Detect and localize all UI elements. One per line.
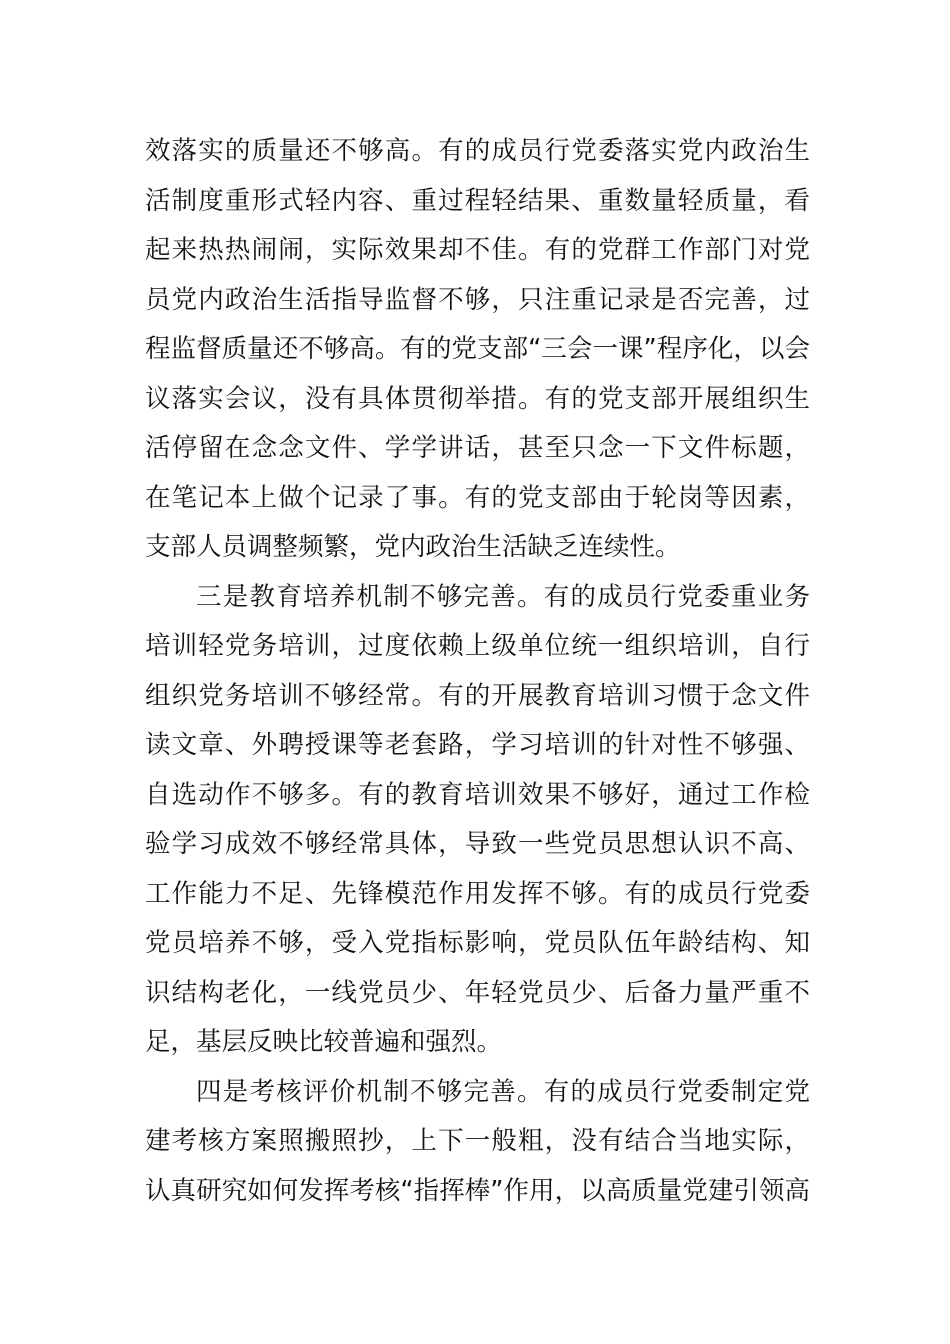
text-line: 起来热热闹闹，实际效果却不佳。有的党群工作部门对党 bbox=[145, 235, 810, 265]
text-line: 验学习成效不够经常具体，导致一些党员思想认识不高、 bbox=[145, 829, 810, 859]
text-line: 活停留在念念文件、学学讲话，甚至只念一下文件标题， bbox=[145, 433, 810, 463]
text-line: 活制度重形式轻内容、重过程轻结果、重数量轻质量，看 bbox=[145, 185, 810, 216]
text-line: 培训轻党务培训，过度依赖上级单位统一组织培训，自行 bbox=[145, 631, 810, 661]
text-line: 在笔记本上做个记录了事。有的党支部由于轮岗等因素， bbox=[145, 482, 810, 513]
paragraph-first-line: 三是教育培养机制不够完善。有的成员行党委重业务 bbox=[196, 581, 810, 612]
text-line: 员党内政治生活指导监督不够，只注重记录是否完善，过 bbox=[145, 284, 810, 315]
text-line: 建考核方案照搬照抄，上下一般粗，没有结合当地实际， bbox=[145, 1126, 810, 1156]
body-text bbox=[145, 127, 810, 1216]
text-line: 认真研究如何发挥考核“指挥棒”作用，以高质量党建引领高 bbox=[145, 1175, 810, 1206]
text-line: 工作能力不足、先锋模范作用发挥不够。有的成员行党委 bbox=[145, 878, 810, 909]
text-line: 组织党务培训不够经常。有的开展教育培训习惯于念文件 bbox=[145, 680, 810, 711]
paragraph-end-line: 足，基层反映比较普遍和强烈。 bbox=[145, 1027, 503, 1057]
paragraph-first-line: 四是考核评价机制不够完善。有的成员行党委制定党 bbox=[196, 1076, 810, 1107]
paragraph-end-line: 支部人员调整频繁，党内政治生活缺乏连续性。 bbox=[145, 532, 681, 562]
text-line: 效落实的质量还不够高。有的成员行党委落实党内政治生 bbox=[145, 136, 810, 166]
text-line: 程监督质量还不够高。有的党支部“三会一课”程序化，以会 bbox=[145, 334, 810, 364]
text-line: 自选动作不够多。有的教育培训效果不够好，通过工作检 bbox=[145, 779, 810, 810]
text-line: 识结构老化，一线党员少、年轻党员少、后备力量严重不 bbox=[145, 977, 810, 1008]
text-line: 议落实会议，没有具体贯彻举措。有的党支部开展组织生 bbox=[145, 383, 810, 414]
text-line: 读文章、外聘授课等老套路，学习培训的针对性不够强、 bbox=[145, 730, 810, 760]
text-line: 党员培养不够，受入党指标影响，党员队伍年龄结构、知 bbox=[145, 928, 810, 958]
